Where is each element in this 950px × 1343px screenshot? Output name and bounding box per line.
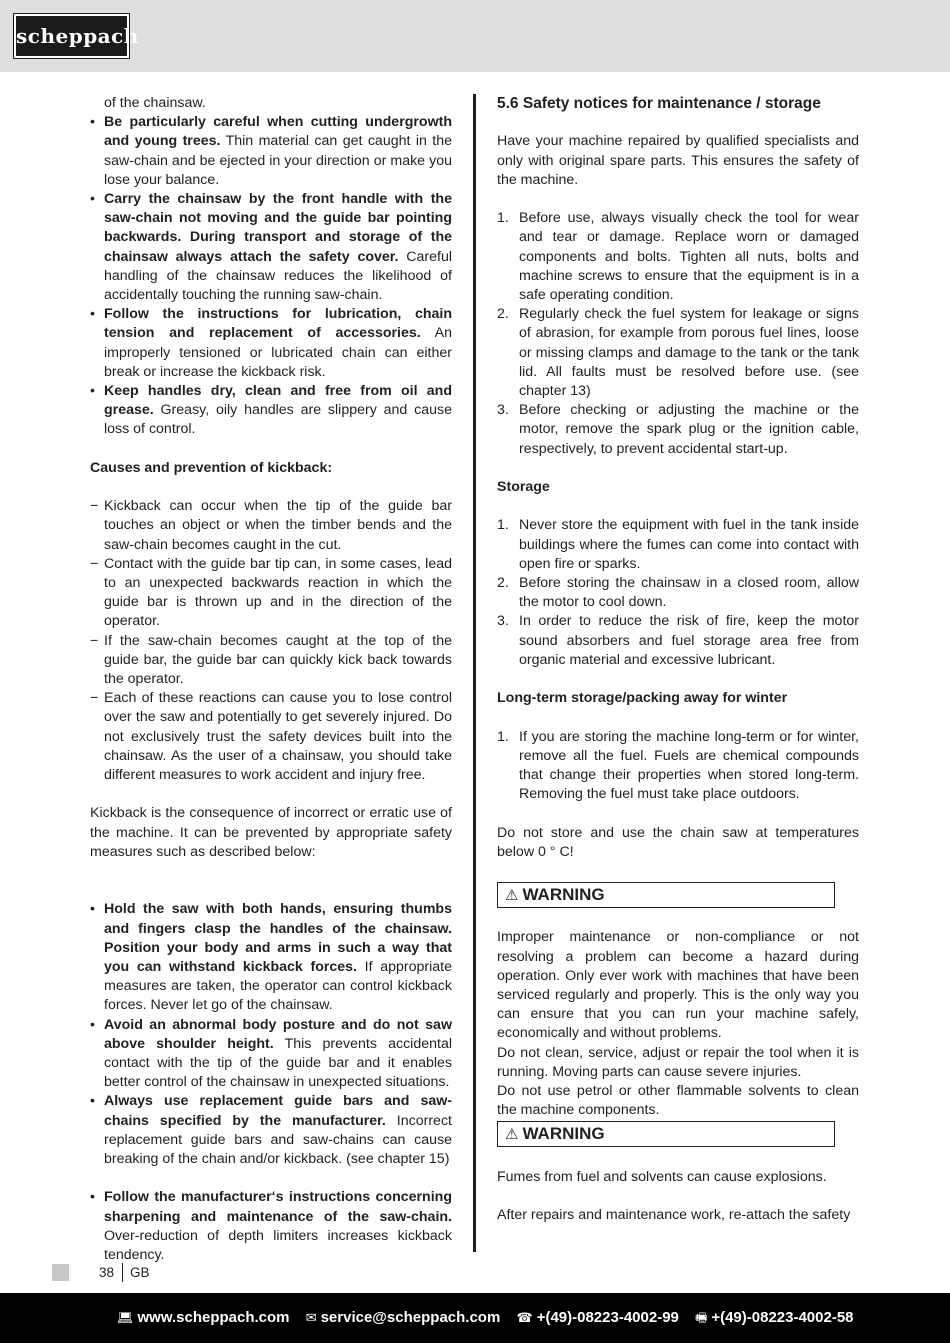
bullet-list (90, 900, 452, 1169)
warning-triangle-icon: ⚠ (505, 887, 519, 905)
fax-icon: 🖷︎ (695, 1310, 708, 1325)
footer-email[interactable]: service@scheppach.com (320, 1309, 501, 1326)
bullet-icon: • (90, 1189, 95, 1206)
list-number: 1. (497, 210, 509, 227)
paragraph: After repairs and maintenance work, re-attach the safety (497, 1207, 851, 1223)
page-separator (122, 1263, 123, 1282)
bold-text: Carry the chainsaw by the front handle with the saw-chain not moving and the guide bar pointing backwards. During transport and storage of the chainsaw always attach the safety cover. (104, 191, 452, 265)
body-text: If you are storing the machine long-term or for winter, remove all the fuel. Fuels are chemical compounds that change their properties when stored long-term. Removing the fuel must take place outdoors. (519, 728, 859, 803)
footer-website[interactable]: www.scheppach.com (137, 1309, 290, 1326)
dash-list (90, 497, 452, 785)
list-number: 1. (497, 517, 509, 534)
bullet-icon: • (90, 114, 95, 131)
body-text: If the saw-chain becomes caught at the top of the guide bar, the guide bar can quickly kick back towards the operator. (104, 632, 452, 688)
dash-icon: − (90, 498, 99, 515)
paragraph: Kickback is the consequence of incorrect or erratic use of the machine. It can be prevented by appropriate safety measures such as described below: (90, 805, 452, 860)
list-item (497, 305, 859, 401)
longterm-heading: Long-term storage/packing away for winter (497, 690, 788, 707)
list-item (90, 1188, 452, 1265)
list-number: 3. (497, 402, 509, 419)
section-heading: 5.6 Safety notices for maintenance / storage (497, 95, 821, 112)
computer-icon: 💻︎ (117, 1310, 134, 1325)
warning-triangle-icon: ⚠ (505, 1126, 519, 1144)
body-text: Incorrect replacement guide bars and saw-chains can cause breaking of the chain and/or kickback. (see chapter 15) (104, 1112, 452, 1168)
warning-text: Do not clean, service, adjust or repair the tool when it is running. Moving parts can cause severe injuries. (497, 1044, 859, 1080)
footer-phone: +(49)-08223-4002-99 (536, 1309, 679, 1326)
column-divider (473, 94, 476, 1252)
bullet-icon: • (90, 191, 95, 208)
list-item (90, 190, 452, 305)
warning-label: WARNING (522, 885, 605, 905)
bold-text: Always use replacement guide bars and saw-chains specified by the manufacturer. (104, 1093, 452, 1129)
list-item (90, 555, 452, 632)
right-column (497, 94, 859, 1225)
body-text: Each of these reactions can cause you to lose control over the saw and potentially to get severely injured. Do not exclusively trust the safety devices built into the chainsaw. As the user of a chainsaw, you should take different measures to work accident and injury free. (104, 690, 452, 784)
paragraph: Have your machine repaired by qualified specialists and only with original spare parts. This ensures the safety of the machine. (497, 133, 859, 188)
numbered-list (497, 516, 859, 670)
list-item (90, 689, 452, 785)
dash-icon: − (90, 632, 99, 649)
list-item (90, 113, 452, 190)
body-text: This prevents accidental contact with the tip of the guide bar and it enables better control of the chainsaw in unexpected situations. (104, 1035, 452, 1091)
body-text: Regularly check the fuel system for leakage or signs of abrasion, for example from porous fuel lines, loose or missing clamps and damage to the tank or the tank lid. All faults must be resolved before use. (see chapter 13) (519, 306, 859, 400)
bold-text: Hold the saw with both hands, ensuring thumbs and fingers clasp the handles of the chainsaw. Position your body and arms in such a way that you can withstand kickback forces. (104, 901, 452, 976)
bold-text: Keep handles dry, clean and free from oil and grease. (104, 383, 452, 419)
page-language: GB (130, 1265, 150, 1280)
footer-band (0, 1293, 950, 1343)
left-column (90, 94, 452, 1265)
body-text: Before checking or adjusting the machine or the motor, remove the spark plug or the ignition cable, respectively, to prevent accidental start-up. (519, 402, 859, 457)
warning-label: WARNING (522, 1124, 605, 1144)
temperature-note: Do not store and use the chain saw at temperatures below 0 ° C! (497, 824, 859, 860)
bullet-list (90, 1188, 452, 1265)
warning-text: Do not use petrol or other flammable solvents to clean the machine components. (497, 1083, 859, 1119)
body-text: An improperly tensioned or lubricated chain can either break or increase the kickback risk. (104, 325, 453, 380)
body-text: Careful handling of the chainsaw reduces the likelihood of accidentally touching the running saw-chain. (104, 248, 452, 304)
bullet-icon: • (90, 901, 95, 918)
body-text: In order to reduce the risk of fire, keep the motor sound absorbers and fuel storage area free from organic material and excessive lubricant. (519, 613, 859, 668)
list-item (497, 728, 859, 805)
page-number: 38 (99, 1265, 115, 1280)
warning-box (497, 1121, 835, 1147)
dash-icon: − (90, 690, 99, 707)
body-text: Thin material can get caught in the saw-chain and be ejected in your direction or make you lose your balance. (104, 133, 452, 188)
storage-heading: Storage (497, 479, 550, 496)
body-text: Kickback can occur when the tip of the guide bar touches an object or when the timber bends and the saw-chain becomes caught in the cut. (104, 498, 452, 553)
list-item (90, 1092, 452, 1169)
brand-logo: scheppach (14, 14, 129, 58)
list-item (90, 497, 452, 555)
list-item (90, 382, 452, 440)
dash-icon: − (90, 555, 99, 572)
list-item (90, 1016, 452, 1093)
list-item (90, 900, 452, 1015)
list-number: 2. (497, 575, 509, 592)
phone-icon: ☎ (516, 1310, 533, 1325)
list-number: 2. (497, 306, 509, 323)
bold-text: Avoid an abnormal body posture and do not saw above shoulder height. (104, 1016, 452, 1052)
bullet-list (90, 113, 452, 439)
list-number: 3. (497, 613, 509, 630)
bullet-icon: • (90, 306, 95, 323)
body-text: Over-reduction of depth limiters increases kickback tendency. (104, 1227, 452, 1264)
warning-box (497, 882, 835, 908)
body-text: Never store the equipment with fuel in the tank inside buildings where the fumes can come into contact with open fire or sparks. (519, 517, 859, 572)
header-band (0, 0, 950, 72)
bold-text: Follow the manufacturer‘s instructions concerning sharpening and maintenance of the saw-chain. (104, 1189, 452, 1225)
bold-text: Follow the instructions for lubrication, chain tension and replacement of accessories. (104, 306, 452, 342)
email-icon: ✉ (305, 1310, 317, 1325)
kickback-heading: Causes and prevention of kickback: (90, 459, 333, 476)
body-text: Before use, always visually check the tool for wear and tear or damage. Replace worn or damaged components and bolts. Tighten all nuts, bolts and machine screws to ensure that the equipment is in a safe operating condition. (519, 210, 859, 303)
list-item (497, 516, 859, 574)
list-item (497, 574, 859, 612)
page-marker (52, 1264, 69, 1281)
bullet-icon: • (90, 1093, 95, 1110)
body-text: Greasy, oily handles are slippery and cause loss of control. (104, 402, 452, 438)
bold-text: Be particularly careful when cutting undergrowth and young trees. (104, 114, 452, 150)
bullet-icon: • (90, 383, 95, 400)
list-item (497, 401, 859, 459)
bullet-icon: • (90, 1016, 95, 1033)
numbered-list (497, 728, 859, 805)
body-text: Contact with the guide bar tip can, in some cases, lead to an unexpected backwards reaction in which the guide bar is thrown up and in the direction of the operator. (104, 555, 452, 630)
numbered-list (497, 209, 859, 459)
list-item (497, 209, 859, 305)
body-text: Before storing the chainsaw in a closed room, allow the motor to cool down. (519, 575, 859, 611)
footer-fax: +(49)-08223-4002-58 (711, 1309, 854, 1326)
body-text: If appropriate measures are taken, the operator can control kickback forces. Never let go of the chainsaw. (104, 959, 453, 1014)
list-item (497, 612, 859, 670)
paragraph: of the chainsaw. (104, 95, 206, 111)
list-number: 1. (497, 728, 509, 745)
list-item (90, 305, 452, 382)
warning-text: Fumes from fuel and solvents can cause explosions. (497, 1168, 827, 1185)
list-item (90, 632, 452, 690)
warning-text: Improper maintenance or non-compliance or not resolving a problem can become a hazard during operation. Only ever work with machines that have been serviced regularly and properly. This is the only way you can ensure that you can run your machine safely, economically and without problems. (497, 929, 859, 1042)
